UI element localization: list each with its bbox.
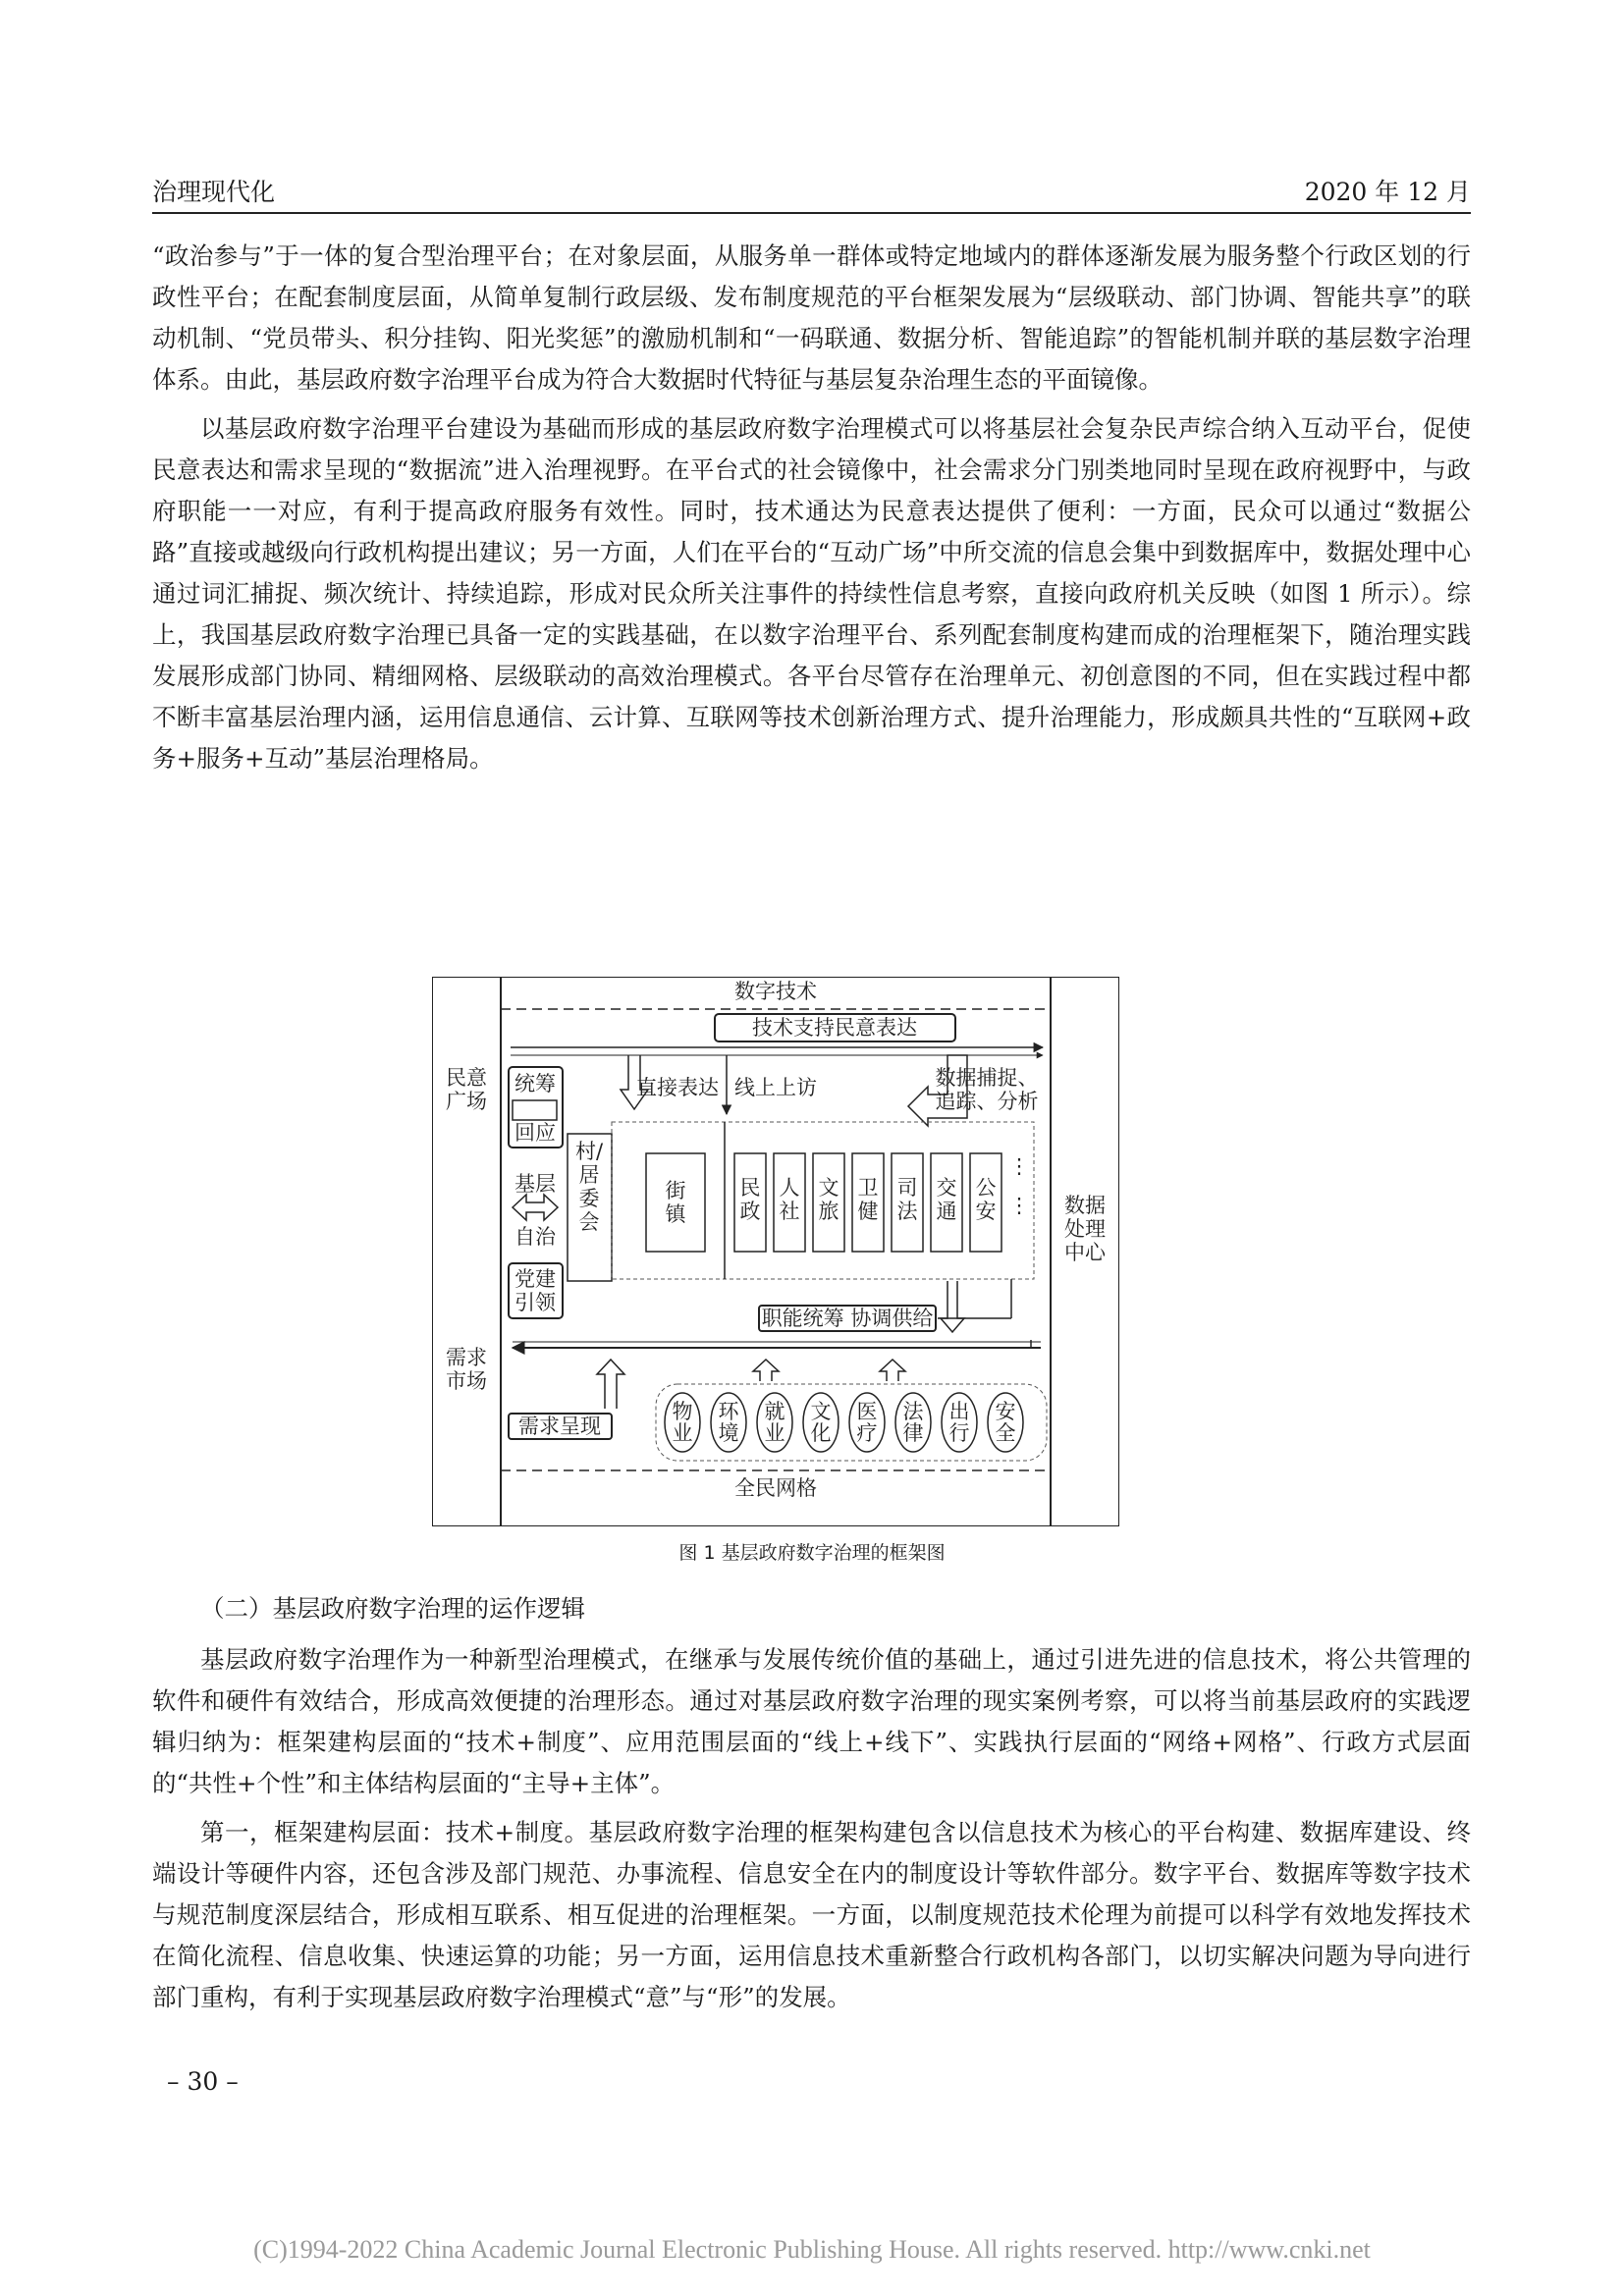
running-header [152, 169, 1471, 214]
section-heading: （二）基层政府数字治理的运作逻辑 [200, 1594, 585, 1623]
department-label: 文旅 [818, 1176, 839, 1223]
department-label: 卫健 [857, 1176, 879, 1223]
department-label: 公安 [975, 1176, 997, 1223]
svg-text:村/居委会: 村/居委会 [574, 1140, 604, 1234]
paragraph: 以基层政府数字治理平台建设为基础而形成的基层政府数字治理模式可以将基层社会复杂民声综合纳入互动平台，促使民意表达和需求呈现的“数据流”进入治理视野。在平台式的社会镜像中，社会需求分门别类地同时呈现在政府视野中，与政府职能一一对应，有利于提高政府服务有效性。同时，技术通达为民意表达提供了便利：一方面，民众可以通过“数据公路”直接或越级向行政机构提出建议；另一方面，人们在平台的“互动广场”中所交流的信息会集中到数据库中，数据处理中心通过词汇捕捉、频次统计、持续追踪，形成对民众所关注事件的持续性信息考察，直接向政府机关反映（如图 1 所示）。综上，我国基层政府数字治理已具备一定的实践基础，在以数字治理平台、系列配套制度构建而成的治理框架下，随治理实践发展形成部门协同、精细网格、层级联动的高效治理模式。各平台尽管存在治理单元、初创意图的不同，但在实践过程中都不断丰富基层治理内涵，运用信息通信、云计算、互联网等技术创新治理方式、提升治理能力，形成颇具共性的“互联网+政务+服务+互动”基层治理格局。 [152, 414, 1471, 773]
issue-date: 2020 年 12 月 [1304, 178, 1471, 206]
svg-text:自治: 自治 [514, 1225, 556, 1249]
top-band-label: 数字技术 [734, 980, 817, 1003]
label-xuqiu-shichang: 需求市场 [446, 1346, 487, 1393]
tech-support-label: 技术支持民意表达 [752, 1016, 917, 1040]
label-minyi-guangchang: 民意广场 [446, 1066, 487, 1113]
paragraph: “政治参与”于一体的复合型治理平台；在对象层面，从服务单一群体或特定地域内的群体逐渐发展为服务整个行政区划的行政性平台；在配套制度层面，从简单复制行政层级、发布制度规范的平台框架发展为“层级联动、部门协调、智能共享”的联动机制、“党员带头、积分挂钩、阳光奖惩”的激励机制和“一码联通、数据分析、智能追踪”的智能机制并联的基层数字治理体系。由此，基层政府数字治理平台成为符合大数据时代特征与基层复杂治理生态的平面镜像。 [152, 241, 1471, 394]
svg-text:党建引领: 党建引领 [514, 1267, 556, 1314]
department-label: 司法 [896, 1176, 918, 1223]
need-label: 安全 [995, 1400, 1016, 1445]
department-label: 交通 [936, 1176, 957, 1223]
department-boxes [734, 1153, 1001, 1252]
label-direct: 直接表达 [636, 1076, 719, 1099]
body-text-bottom [152, 1588, 1471, 2026]
label-data-center: 数据处理中心 [1064, 1194, 1106, 1264]
paragraph: 第一，框架建构层面：技术+制度。基层政府数字治理的框架构建包含以信息技术为核心的平台构建、数据库建设、终端设计等硬件内容，还包含涉及部门规范、办事流程、信息安全在内的制度设计等软件部分。数字平台、数据库等数字技术与规范制度深层结合，形成相互联系、相互促进的治理框架。一方面，以制度规范技术伦理为前提可以科学有效地发挥技术在简化流程、信息收集、快速运算的功能；另一方面，运用信息技术重新整合行政机构各部门，以切实解决问题为导向进行部门重构，有利于实现基层政府数字治理模式“意”与“形”的发展。 [152, 1818, 1471, 2011]
label-data-capture: 数据捕捉、追踪、分析 [935, 1066, 1039, 1113]
label-online: 线上上访 [734, 1076, 817, 1099]
department-label: 人社 [779, 1176, 800, 1223]
body-text-top [152, 236, 1471, 787]
department-label: 民政 [739, 1176, 761, 1223]
journal-name: 治理现代化 [152, 178, 276, 206]
figure-framework-diagram [432, 977, 1119, 1526]
page-number: – 30 – [167, 2067, 239, 2096]
bottom-band-label: 全民网格 [734, 1476, 817, 1500]
figure-caption: 图 1 基层政府数字治理的框架图 [678, 1542, 946, 1564]
svg-text:⋮: ⋮ [1008, 1194, 1030, 1217]
need-label: 法律 [902, 1400, 924, 1445]
need-circles [665, 1393, 1023, 1452]
need-label: 文化 [810, 1400, 832, 1445]
svg-text:职能统筹 协调供给: 职能统筹 协调供给 [761, 1307, 934, 1330]
svg-text:需求呈现: 需求呈现 [518, 1415, 601, 1438]
need-label: 医疗 [856, 1400, 878, 1445]
svg-text:街镇: 街镇 [665, 1179, 686, 1226]
copyright-line: (C)1994-2022 China Academic Journal Electronic Publishing House. All rights reserved. http://www.cnki.net [253, 2235, 1371, 2264]
need-label: 就业 [764, 1400, 785, 1445]
svg-text:回应: 回应 [514, 1121, 556, 1145]
need-label: 出行 [948, 1400, 970, 1445]
svg-text:统筹: 统筹 [514, 1072, 556, 1095]
paragraph: 基层政府数字治理作为一种新型治理模式，在继承与发展传统价值的基础上，通过引进先进的信息技术，将公共管理的软件和硬件有效结合，形成高效便捷的治理形态。通过对基层政府数字治理的现实案例考察，可以将当前基层政府的实践逻辑归纳为：框架建构层面的“技术+制度”、应用范围层面的“线上+线下”、实践执行层面的“网络+网格”、行政方式层面的“共性+个性”和主体结构层面的“主导+主体”。 [152, 1645, 1471, 1797]
need-label: 环境 [718, 1400, 739, 1445]
svg-text:基层: 基层 [514, 1172, 556, 1196]
need-label: 物业 [672, 1400, 693, 1445]
arrow-jiceng-zizhi [513, 1195, 558, 1220]
svg-text:⋮: ⋮ [1008, 1154, 1030, 1178]
